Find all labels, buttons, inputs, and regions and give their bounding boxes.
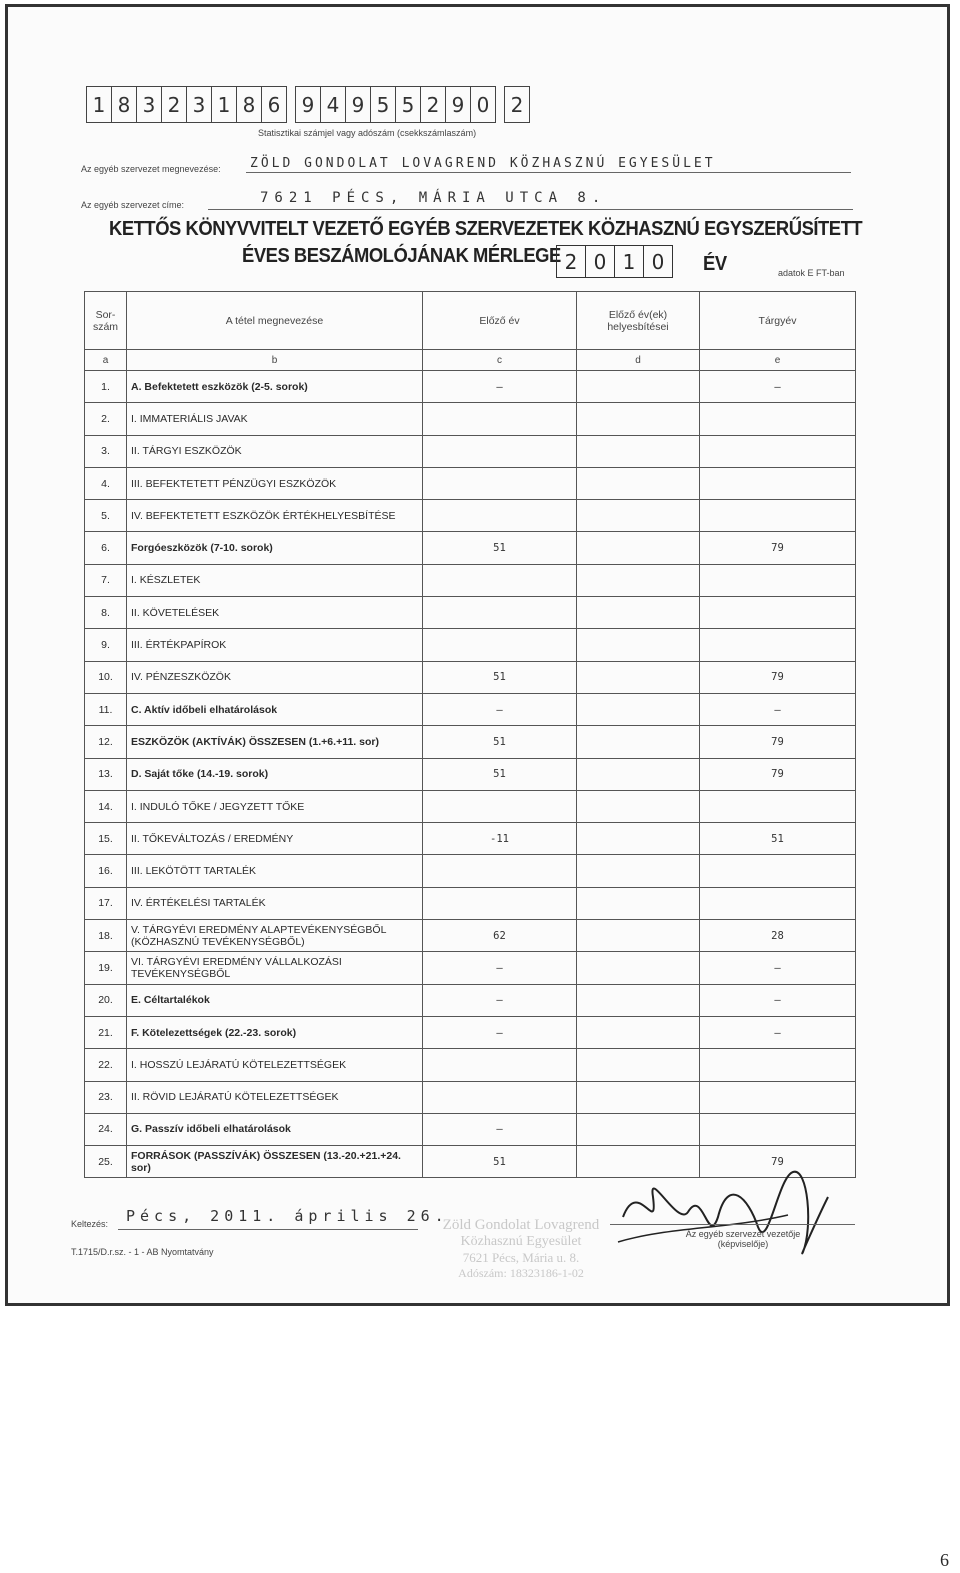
row-label: C. Aktív időbeli elhatárolások	[127, 693, 423, 725]
correction-value	[577, 597, 700, 629]
table-row	[85, 564, 856, 596]
row-label: II. TŐKEVÁLTOZÁS / EREDMÉNY	[127, 823, 423, 855]
prev-year-value: —	[423, 371, 577, 403]
correction-value	[577, 403, 700, 435]
prev-year-value: —	[423, 1113, 577, 1145]
current-year-value	[700, 500, 856, 532]
correction-value	[577, 855, 700, 887]
signature-line	[610, 1224, 855, 1225]
prev-year-value: —	[423, 1016, 577, 1048]
prev-year-value	[423, 597, 577, 629]
prev-year-value	[423, 500, 577, 532]
correction-value	[577, 790, 700, 822]
tax-digit-box: 8	[236, 86, 262, 123]
row-number: 11.	[85, 693, 127, 725]
prev-year-value	[423, 467, 577, 499]
correction-value	[577, 984, 700, 1016]
current-year-value	[700, 1081, 856, 1113]
current-year-value	[700, 887, 856, 919]
tax-digit-box: 3	[186, 86, 212, 123]
scanned-form-page	[5, 4, 950, 1306]
correction-value	[577, 726, 700, 758]
current-year-value	[700, 790, 856, 822]
prev-year-value: —	[423, 984, 577, 1016]
row-number: 2.	[85, 403, 127, 435]
row-number: 16.	[85, 855, 127, 887]
prev-year-value: 51	[423, 661, 577, 693]
col-letter: c	[423, 350, 577, 371]
row-number: 24.	[85, 1113, 127, 1145]
table-row	[85, 920, 856, 952]
row-label: IV. BEFEKTETETT ESZKÖZÖK ÉRTÉKHELYESBÍTÉSE	[127, 500, 423, 532]
org-name-value: ZÖLD GONDOLAT LOVAGREND KÖZHASZNÚ EGYESÜLET	[250, 156, 716, 171]
prev-year-value: 51	[423, 532, 577, 564]
col-letter: a	[85, 350, 127, 371]
table-row	[85, 790, 856, 822]
table-row	[85, 661, 856, 693]
row-label: D. Saját tőke (14.-19. sorok)	[127, 758, 423, 790]
table-row	[85, 435, 856, 467]
correction-value	[577, 823, 700, 855]
row-label: II. RÖVID LEJÁRATÚ KÖTELEZETTSÉGEK	[127, 1081, 423, 1113]
tax-digit-box: 6	[261, 86, 287, 123]
tax-digit-box: 9	[445, 86, 471, 123]
table-row	[85, 726, 856, 758]
table-row	[85, 823, 856, 855]
col-letter: d	[577, 350, 700, 371]
prev-year-value: 51	[423, 726, 577, 758]
form-title-line1: KETTŐS KÖNYVVITELT VEZETŐ EGYÉB SZERVEZETEK KÖZHASZNÚ EGYSZERŰSÍTETT	[109, 218, 863, 240]
org-address-value: 7621 PÉCS, MÁRIA UTCA 8.	[260, 190, 607, 206]
org-address-line	[208, 209, 853, 210]
prev-year-value: 62	[423, 920, 577, 952]
units-note: adatok E FT-ban	[778, 268, 845, 278]
current-year-value: —	[700, 952, 856, 984]
current-year-value	[700, 1049, 856, 1081]
correction-value	[577, 467, 700, 499]
row-number: 4.	[85, 467, 127, 499]
row-number: 3.	[85, 435, 127, 467]
table-row	[85, 1016, 856, 1048]
year-boxes	[557, 245, 673, 278]
tax-digit-box: 8	[111, 86, 137, 123]
current-year-value	[700, 435, 856, 467]
row-label: ESZKÖZÖK (AKTÍVÁK) ÖSSZESEN (1.+6.+11. sor)	[127, 726, 423, 758]
row-number: 17.	[85, 887, 127, 919]
correction-value	[577, 887, 700, 919]
col-letter: e	[700, 350, 856, 371]
row-label: G. Passzív időbeli elhatárolások	[127, 1113, 423, 1145]
tax-digit-box: 0	[470, 86, 496, 123]
stamp-line: Adószám: 18323186-1-02	[458, 1266, 584, 1280]
date-value: Pécs, 2011. április 26.	[126, 1207, 449, 1225]
current-year-value	[700, 855, 856, 887]
prev-year-value: 51	[423, 1146, 577, 1178]
current-year-value: 51	[700, 823, 856, 855]
table-row	[85, 467, 856, 499]
col-header-no: Sor-szám	[85, 292, 127, 350]
prev-year-value	[423, 1049, 577, 1081]
correction-value	[577, 435, 700, 467]
org-address-label: Az egyéb szervezet címe:	[81, 200, 185, 210]
correction-value	[577, 532, 700, 564]
page-number: 6	[940, 1550, 949, 1570]
table-row	[85, 887, 856, 919]
row-label: I. HOSSZÚ LEJÁRATÚ KÖTELEZETTSÉGEK	[127, 1049, 423, 1081]
tax-digit-box: 2	[420, 86, 446, 123]
correction-value	[577, 1016, 700, 1048]
current-year-value: —	[700, 984, 856, 1016]
table-row	[85, 855, 856, 887]
row-label: Forgóeszközök (7-10. sorok)	[127, 532, 423, 564]
row-label: II. KÖVETELÉSEK	[127, 597, 423, 629]
correction-value	[577, 371, 700, 403]
year-digit-box: 2	[556, 245, 586, 278]
table-row	[85, 1113, 856, 1145]
tax-digit-box: 1	[86, 86, 112, 123]
prev-year-value: —	[423, 952, 577, 984]
row-number: 14.	[85, 790, 127, 822]
correction-value	[577, 1113, 700, 1145]
stamp-line: Közhasznú Egyesület	[460, 1234, 582, 1249]
row-number: 20.	[85, 984, 127, 1016]
current-year-value	[700, 1113, 856, 1145]
row-number: 23.	[85, 1081, 127, 1113]
year-digit-box: 0	[585, 245, 615, 278]
table-row	[85, 403, 856, 435]
prev-year-value	[423, 887, 577, 919]
row-number: 10.	[85, 661, 127, 693]
handwritten-signature	[608, 1157, 838, 1267]
current-year-value: 28	[700, 920, 856, 952]
row-label: V. TÁRGYÉVI EREDMÉNY ALAPTEVÉKENYSÉGBŐL (KÖZHASZNÚ TEVÉKENYSÉGBŐL)	[127, 920, 423, 952]
form-code: T.1715/D.r.sz. - 1 - AB Nyomtatvány	[71, 1247, 214, 1257]
current-year-value: 79	[700, 661, 856, 693]
correction-value	[577, 920, 700, 952]
current-year-value	[700, 467, 856, 499]
org-name-label: Az egyéb szervezet megnevezése:	[81, 164, 221, 174]
year-digit-box: 0	[643, 245, 673, 278]
correction-value	[577, 1049, 700, 1081]
row-label: IV. ÉRTÉKELÉSI TARTALÉK	[127, 887, 423, 919]
year-digit-box: 1	[614, 245, 644, 278]
signature-caption: Az egyéb szervezet vezetője (képviselője)	[685, 1229, 801, 1249]
table-row	[85, 500, 856, 532]
current-year-value: 79	[700, 758, 856, 790]
prev-year-value: 51	[423, 758, 577, 790]
table-row	[85, 952, 856, 984]
tax-digit-box: 5	[395, 86, 421, 123]
tax-number-boxes	[87, 86, 530, 123]
row-number: 15.	[85, 823, 127, 855]
table-row	[85, 758, 856, 790]
table-row	[85, 371, 856, 403]
tax-digit-box: 9	[295, 86, 321, 123]
tax-number-caption: Statisztikai számjel vagy adószám (csekkszámlaszám)	[258, 128, 477, 138]
table-header-row	[85, 292, 856, 350]
table-row	[85, 984, 856, 1016]
org-name-line	[246, 172, 851, 173]
correction-value	[577, 629, 700, 661]
correction-value	[577, 564, 700, 596]
prev-year-value	[423, 1081, 577, 1113]
row-number: 6.	[85, 532, 127, 564]
row-label: A. Befektetett eszközök (2-5. sorok)	[127, 371, 423, 403]
organization-stamp	[406, 1217, 636, 1281]
row-number: 8.	[85, 597, 127, 629]
row-label: FORRÁSOK (PASSZÍVÁK) ÖSSZESEN (13.-20.+21.+24. sor)	[127, 1146, 423, 1178]
row-number: 7.	[85, 564, 127, 596]
tax-digit-box: 2	[504, 86, 530, 123]
current-year-value: —	[700, 693, 856, 725]
table-row	[85, 597, 856, 629]
tax-digit-box: 3	[136, 86, 162, 123]
current-year-value	[700, 403, 856, 435]
current-year-value: —	[700, 1016, 856, 1048]
current-year-value: 79	[700, 532, 856, 564]
row-label: F. Kötelezettségek (22.-23. sorok)	[127, 1016, 423, 1048]
prev-year-value: —	[423, 693, 577, 725]
row-label: III. ÉRTÉKPAPÍROK	[127, 629, 423, 661]
row-number: 13.	[85, 758, 127, 790]
row-number: 5.	[85, 500, 127, 532]
date-line	[118, 1229, 418, 1230]
table-row	[85, 1081, 856, 1113]
stamp-line: 7621 Pécs, Mária u. 8.	[462, 1250, 580, 1265]
prev-year-value: -11	[423, 823, 577, 855]
col-header-prev: Előző év	[423, 292, 577, 350]
table-letter-row	[85, 350, 856, 371]
prev-year-value	[423, 403, 577, 435]
row-label: III. LEKÖTÖTT TARTALÉK	[127, 855, 423, 887]
row-label: I. INDULÓ TŐKE / JEGYZETT TŐKE	[127, 790, 423, 822]
row-number: 12.	[85, 726, 127, 758]
form-title-line2: ÉVES BESZÁMOLÓJÁNAK MÉRLEGE	[242, 245, 561, 267]
col-letter: b	[127, 350, 423, 371]
row-number: 22.	[85, 1049, 127, 1081]
row-label: VI. TÁRGYÉVI EREDMÉNY VÁLLALKOZÁSI TEVÉKENYSÉGBŐL	[127, 952, 423, 984]
col-header-correction: Előző év(ek) helyesbítései	[577, 292, 700, 350]
correction-value	[577, 693, 700, 725]
tax-digit-box: 1	[211, 86, 237, 123]
table-row	[85, 693, 856, 725]
current-year-value	[700, 629, 856, 661]
prev-year-value	[423, 564, 577, 596]
current-year-value: 79	[700, 1146, 856, 1178]
row-label: I. KÉSZLETEK	[127, 564, 423, 596]
row-number: 19.	[85, 952, 127, 984]
row-label: IV. PÉNZESZKÖZÖK	[127, 661, 423, 693]
correction-value	[577, 758, 700, 790]
tax-digit-box: 2	[161, 86, 187, 123]
stamp-line: Zöld Gondolat Lovagrend	[442, 1217, 600, 1233]
table-row	[85, 1049, 856, 1081]
current-year-value: 79	[700, 726, 856, 758]
date-label: Keltezés:	[71, 1219, 109, 1229]
correction-value	[577, 661, 700, 693]
correction-value	[577, 1081, 700, 1113]
prev-year-value	[423, 790, 577, 822]
tax-digit-box: 9	[345, 86, 371, 123]
prev-year-value	[423, 629, 577, 661]
current-year-value	[700, 597, 856, 629]
tax-digit-box: 4	[320, 86, 346, 123]
row-number: 25.	[85, 1146, 127, 1178]
correction-value	[577, 952, 700, 984]
balance-sheet-table	[84, 291, 856, 1178]
correction-value	[577, 500, 700, 532]
row-number: 18.	[85, 920, 127, 952]
row-label: III. BEFEKTETETT PÉNZÜGYI ESZKÖZÖK	[127, 467, 423, 499]
prev-year-value	[423, 435, 577, 467]
col-header-item: A tétel megnevezése	[127, 292, 423, 350]
row-label: I. IMMATERIÁLIS JAVAK	[127, 403, 423, 435]
table-row	[85, 532, 856, 564]
current-year-value	[700, 564, 856, 596]
row-number: 9.	[85, 629, 127, 661]
row-label: II. TÁRGYI ESZKÖZÖK	[127, 435, 423, 467]
year-suffix: ÉV	[703, 253, 727, 275]
table-row	[85, 629, 856, 661]
tax-digit-box: 5	[370, 86, 396, 123]
prev-year-value	[423, 855, 577, 887]
row-number: 1.	[85, 371, 127, 403]
row-label: E. Céltartalékok	[127, 984, 423, 1016]
row-number: 21.	[85, 1016, 127, 1048]
current-year-value: —	[700, 371, 856, 403]
col-header-current: Tárgyév	[700, 292, 856, 350]
